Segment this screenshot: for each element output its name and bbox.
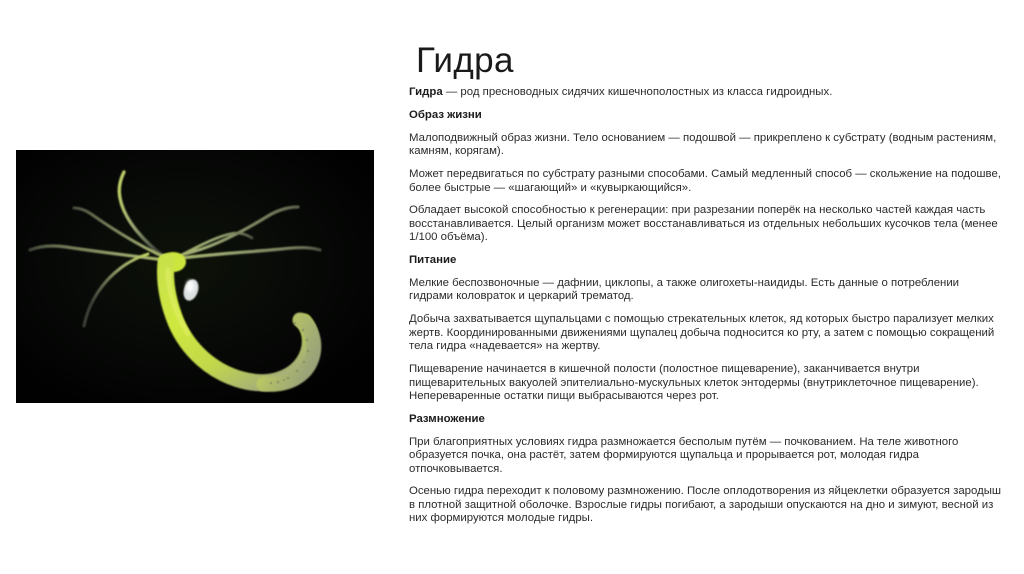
paragraph: При благоприятных условиях гидра размножается бесполым путём — почкованием. На теле животного образуется почка, она растёт, затем формируются щупальца и прорывается рот, молодая гидра отпочковывается. [409,435,959,475]
paragraph: Мелкие беспозвоночные — дафнии, циклопы, а также олигохеты-наидиды. Есть данные о потреблении гидрами коловраток и церкарий трематод. [409,277,960,303]
hydra-illustration-icon [16,150,374,403]
paragraph: Малоподвижный образ жизни. Тело основанием — подошвой — прикреплено к субстрату (водным растениям, камням, корягам). [409,131,997,158]
paragraph: Обладает высокой способностью к регенерации: при разрезании поперёк на несколько частей каждая часть восстанавливается. Целый организм может восстанавливаться из отдельных небольших кусочков тела (менее 1/100 объёма). [409,204,998,244]
lead-term: Гидра [409,86,443,98]
lead-paragraph [409,86,1005,99]
paragraph: Осенью гидра переходит к половому размножению. После оплодотворения из яйцеклетки образуется зародыш в плотной защитной оболочке. Взрослые гидры погибают, а зародыши опускаются на дно и зимуют, весной из них формируются молодые гидры. [409,485,1002,525]
paragraph: Добыча захватывается щупальцами с помощью стрекательных клеток, яд которых быстро парализует мелких жертв. Координированными движениями щупалец добыча подносится ко рту, а затем с помощью сокращений тела гидра «надевается» на жертву. [409,313,995,353]
hydra-photo [16,150,374,403]
section-heading-nutrition: Питание [409,254,457,267]
section-heading-lifestyle: Образ жизни [409,108,482,121]
lead-rest: — род пресноводных сидячих кишечнополостных из класса гидроидных. [442,86,833,98]
article-body [409,86,1005,526]
paragraph: Может передвигаться по субстрату разными способами. Самый медленный способ — скольжение на подошве, более быстрые — «шагающий» и «кувыркающийся». [409,168,1001,194]
section-heading-reproduction: Размножение [409,412,485,425]
paragraph: Пищеварение начинается в кишечной полости (полостное пищеварение), заканчивается внутри пищеварительных вакуолей эпителиально-мускульных клеток энтодермы (внутриклеточное пищеварение). Непереваренные остатки пищи выбрасываются через рот. [409,363,979,402]
page-title: Гидра [416,41,514,81]
